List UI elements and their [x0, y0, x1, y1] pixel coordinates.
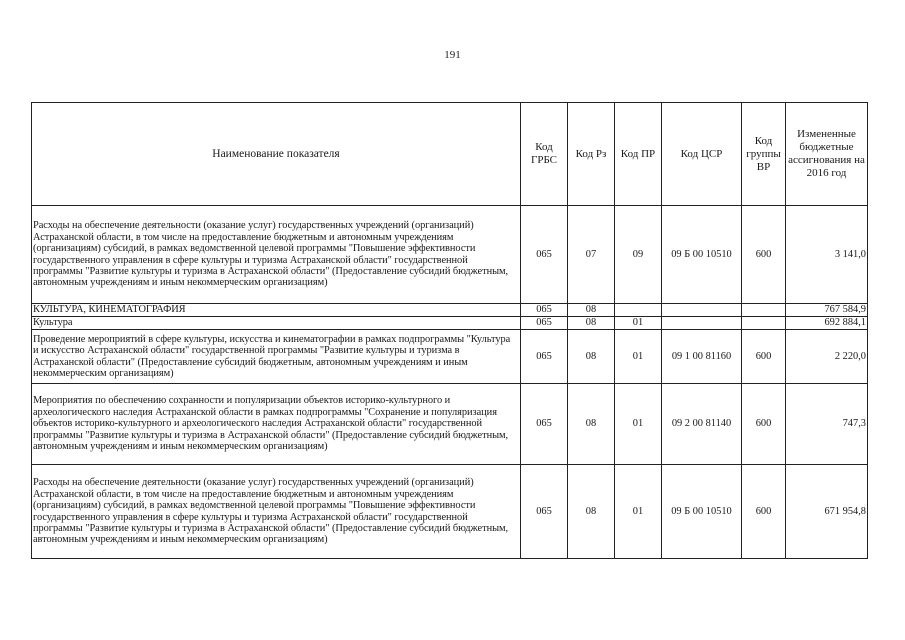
cell-amount: 3 141,0 [786, 206, 868, 304]
cell-amount: 671 954,8 [786, 465, 868, 559]
table-row [32, 330, 868, 384]
cell-grbs: 065 [521, 206, 568, 304]
cell-grbs: 065 [521, 317, 568, 330]
cell-csr [662, 304, 742, 317]
table-row [32, 317, 868, 330]
cell-csr [662, 317, 742, 330]
cell-rz: 08 [568, 317, 615, 330]
table-row [32, 304, 868, 317]
header-pr: Код ПР [615, 103, 662, 206]
page-number: 191 [444, 49, 461, 61]
cell-amount: 747,3 [786, 384, 868, 465]
cell-pr: 01 [615, 330, 662, 384]
cell-csr: 09 1 00 81160 [662, 330, 742, 384]
cell-grbs: 065 [521, 384, 568, 465]
cell-name: Проведение мероприятий в сфере культуры, искусства и кинематографии в рамках подпрограммы "Культура и искусство Астраханской области" государственной программы "Развитие культуры и туризма в Астраханской области" (Предоставление субсидий бюджетным, автономным учреждениям и иным некоммерческим организациям) [32, 330, 521, 384]
table-header-row [32, 103, 868, 206]
cell-name: Мероприятия по обеспечению сохранности и популяризации объектов историко-культурного и археологического наследия Астраханской области в рамках подпрограммы "Сохранение и популяризация объектов историко-культурного и археологического наследия Астраханской области" государственной программы "Развитие культуры и туризма в Астраханской области" (Предоставление субсидий бюджетным, автономным учреждениям и иным некоммерческим организациям) [32, 384, 521, 465]
cell-vr: 600 [742, 330, 786, 384]
cell-rz: 07 [568, 206, 615, 304]
cell-name: Расходы на обеспечение деятельности (оказание услуг) государственных учреждений (организаций) Астраханской области, в том числе на предоставление бюджетным и автономным учреждениям (организациям) субсидий, в рамках ведомственной целевой программы "Повышение эффективности государственного управления в сфере культуры и туризма Астраханской области" государственной программы "Развитие культуры и туризма в Астраханской области" (Предоставление субсидий бюджетным, автономным учреждениям и иным некоммерческим организациям) [32, 465, 521, 559]
cell-pr: 09 [615, 206, 662, 304]
cell-csr: 09 Б 00 10510 [662, 206, 742, 304]
cell-csr: 09 2 00 81140 [662, 384, 742, 465]
cell-rz: 08 [568, 330, 615, 384]
header-vr: Код группы ВР [742, 103, 786, 206]
cell-grbs: 065 [521, 330, 568, 384]
header-name: Наименование показателя [32, 103, 521, 206]
header-grbs: Код ГРБС [521, 103, 568, 206]
cell-vr: 600 [742, 384, 786, 465]
cell-rz: 08 [568, 304, 615, 317]
budget-table [31, 102, 868, 559]
cell-name: Культура [32, 317, 521, 330]
cell-amount: 692 884,1 [786, 317, 868, 330]
cell-rz: 08 [568, 384, 615, 465]
table-row [32, 465, 868, 559]
cell-name: Расходы на обеспечение деятельности (оказание услуг) государственных учреждений (организаций) Астраханской области, в том числе на предоставление бюджетным и автономным учреждениям (организациям) субсидий, в рамках ведомственной целевой программы "Повышение эффективности государственного управления в сфере культуры и туризма Астраханской области" государственной программы "Развитие культуры и туризма в Астраханской области" (Предоставление субсидий бюджетным, автономным учреждениям и иным некоммерческим организациям) [32, 206, 521, 304]
cell-pr: 01 [615, 465, 662, 559]
cell-name: КУЛЬТУРА, КИНЕМАТОГРАФИЯ [32, 304, 521, 317]
table-row [32, 206, 868, 304]
cell-grbs: 065 [521, 304, 568, 317]
header-rz: Код Рз [568, 103, 615, 206]
header-csr: Код ЦСР [662, 103, 742, 206]
cell-vr [742, 317, 786, 330]
cell-csr: 09 Б 00 10510 [662, 465, 742, 559]
cell-pr: 01 [615, 317, 662, 330]
header-amount: Измененные бюджетные ассигнования на 2016 год [786, 103, 868, 206]
cell-amount: 767 584,9 [786, 304, 868, 317]
cell-grbs: 065 [521, 465, 568, 559]
cell-rz: 08 [568, 465, 615, 559]
cell-vr [742, 304, 786, 317]
cell-amount: 2 220,0 [786, 330, 868, 384]
cell-vr: 600 [742, 206, 786, 304]
cell-pr: 01 [615, 384, 662, 465]
table-row [32, 384, 868, 465]
cell-pr [615, 304, 662, 317]
cell-vr: 600 [742, 465, 786, 559]
